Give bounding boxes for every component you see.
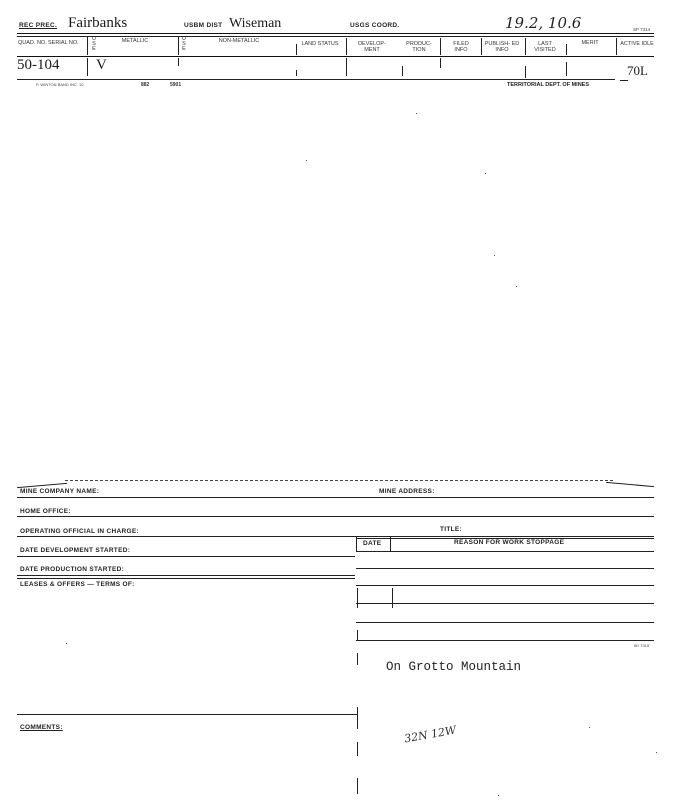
stoppage-row-1 — [356, 568, 654, 569]
printer-text: P. WINTON BAND INC. 10 — [36, 82, 84, 87]
form-number: SP 7314 — [633, 27, 651, 32]
home-office-label: HOME OFFICE: — [20, 508, 71, 515]
metallic-use-value: V — [96, 57, 107, 73]
sep-5 — [440, 38, 441, 55]
row-sep-3 — [296, 70, 297, 76]
usbm-dist-label: USBM DIST — [184, 22, 223, 29]
sep-2 — [178, 37, 179, 55]
divider-tick — [357, 742, 358, 756]
sep-3 — [296, 44, 297, 55]
frame-top-dashed — [65, 480, 613, 481]
row-bottom-rule — [17, 79, 615, 80]
col-merit: MERIT — [581, 40, 599, 46]
dept-name: TERRITORIAL DEPT. OF MINES — [507, 82, 589, 88]
comments-top-rule — [17, 714, 357, 715]
col-development: DEVELOP- MENT — [358, 41, 386, 53]
date-dev-started-label: DATE DEVELOPMENT STARTED: — [20, 547, 131, 554]
col-last-visited: LAST VISITED — [534, 41, 556, 53]
mine-company-name-label: MINE COMPANY NAME: — [20, 488, 100, 495]
stoppage-left-edge — [356, 536, 357, 552]
sep-7 — [525, 38, 526, 55]
stoppage-code: 5D 7315 — [634, 643, 650, 648]
row-sep-1 — [87, 58, 88, 76]
rec-prec-value: Fairbanks — [68, 15, 128, 31]
speck — [416, 113, 417, 114]
speck — [306, 160, 307, 161]
row-sep-4 — [346, 58, 347, 76]
stoppage-row-2 — [356, 585, 654, 586]
speck — [494, 255, 495, 256]
stoppage-row-5 — [356, 640, 654, 641]
leases-offers-label: LEASES & OFFERS — TERMS OF: — [20, 581, 135, 588]
speck — [656, 752, 657, 753]
code-2: 5901 — [170, 82, 182, 88]
prod-started-rule-2 — [17, 578, 355, 579]
speck — [66, 643, 67, 644]
col-use-2: U S E — [182, 36, 186, 52]
speck — [485, 173, 486, 174]
comments-label: COMMENTS: — [20, 724, 63, 731]
stoppage-date-sep — [390, 536, 391, 552]
speck — [516, 286, 517, 287]
usbm-dist-value: Wiseman — [229, 16, 282, 31]
quad-serial-value: 50-104 — [17, 57, 60, 73]
row-sep-6 — [440, 58, 441, 68]
frame-corner-right — [606, 482, 654, 487]
row-sep-8 — [566, 62, 567, 76]
code-1: 882 — [141, 82, 150, 88]
col-non-metallic: NON-METALLIC — [218, 38, 260, 44]
date-prod-started-label: DATE PRODUCTION STARTED: — [20, 566, 125, 573]
speck — [498, 795, 499, 796]
col-land-status: LAND STATUS — [301, 41, 339, 47]
col-serial-no: SERIAL NO. — [48, 40, 79, 46]
divider-tick — [357, 653, 358, 665]
official-rule — [17, 536, 654, 537]
speck — [589, 727, 590, 728]
active-idle-value: 70L — [627, 63, 648, 78]
handwritten-coord: 32N 12W — [403, 723, 458, 746]
column-header-rule — [17, 56, 654, 57]
prod-started-rule — [17, 575, 355, 576]
row-tick — [620, 80, 628, 81]
col-quad-no: QUAD. NO. — [18, 40, 47, 46]
row-sep-7 — [525, 66, 526, 78]
stoppage-mark-2 — [392, 588, 393, 608]
sep-6 — [481, 38, 482, 55]
stoppage-mark-3 — [357, 630, 358, 640]
sep-9 — [616, 38, 617, 55]
operating-official-label: OPERATING OFFICIAL IN CHARGE: — [20, 528, 139, 535]
stoppage-date-header: DATE — [363, 540, 382, 547]
header-rule — [17, 33, 654, 34]
sep-1 — [87, 37, 88, 55]
usgs-coord-value: 19.2, 10.6 — [505, 14, 582, 32]
mine-address-label: MINE ADDRESS: — [379, 488, 435, 495]
col-production: PRODUC- TION — [406, 41, 432, 53]
sep-4 — [346, 38, 347, 55]
col-metallic: METALLIC — [121, 38, 149, 44]
stoppage-row-3 — [356, 603, 654, 604]
divider-tick — [357, 707, 358, 729]
col-published-info: PUBLISH- ED INFO — [484, 41, 520, 53]
stoppage-reason-header: REASON FOR WORK STOPPAGE — [454, 539, 565, 546]
usgs-coord-label: USGS COORD. — [350, 22, 400, 29]
col-use-1: U S E — [92, 36, 96, 52]
rec-prec-label: REC PREC. — [19, 22, 58, 29]
col-active-idle: ACTIVE IDLE — [620, 41, 654, 47]
stoppage-mark-1 — [357, 588, 358, 608]
dev-started-rule — [17, 556, 355, 557]
row-sep-5 — [402, 66, 403, 76]
col-filed-info: FILED INFO — [453, 41, 469, 53]
divider-tick — [357, 778, 358, 794]
row-sep-2 — [178, 58, 179, 66]
header-rule-2 — [17, 36, 654, 37]
stoppage-row-4 — [356, 622, 654, 623]
company-rule — [17, 497, 654, 498]
location-note: On Grotto Mountain — [386, 660, 522, 674]
stoppage-header-rule — [356, 551, 654, 552]
home-office-rule — [17, 516, 654, 517]
sep-8 — [566, 44, 567, 55]
title-label: TITLE: — [440, 526, 463, 533]
